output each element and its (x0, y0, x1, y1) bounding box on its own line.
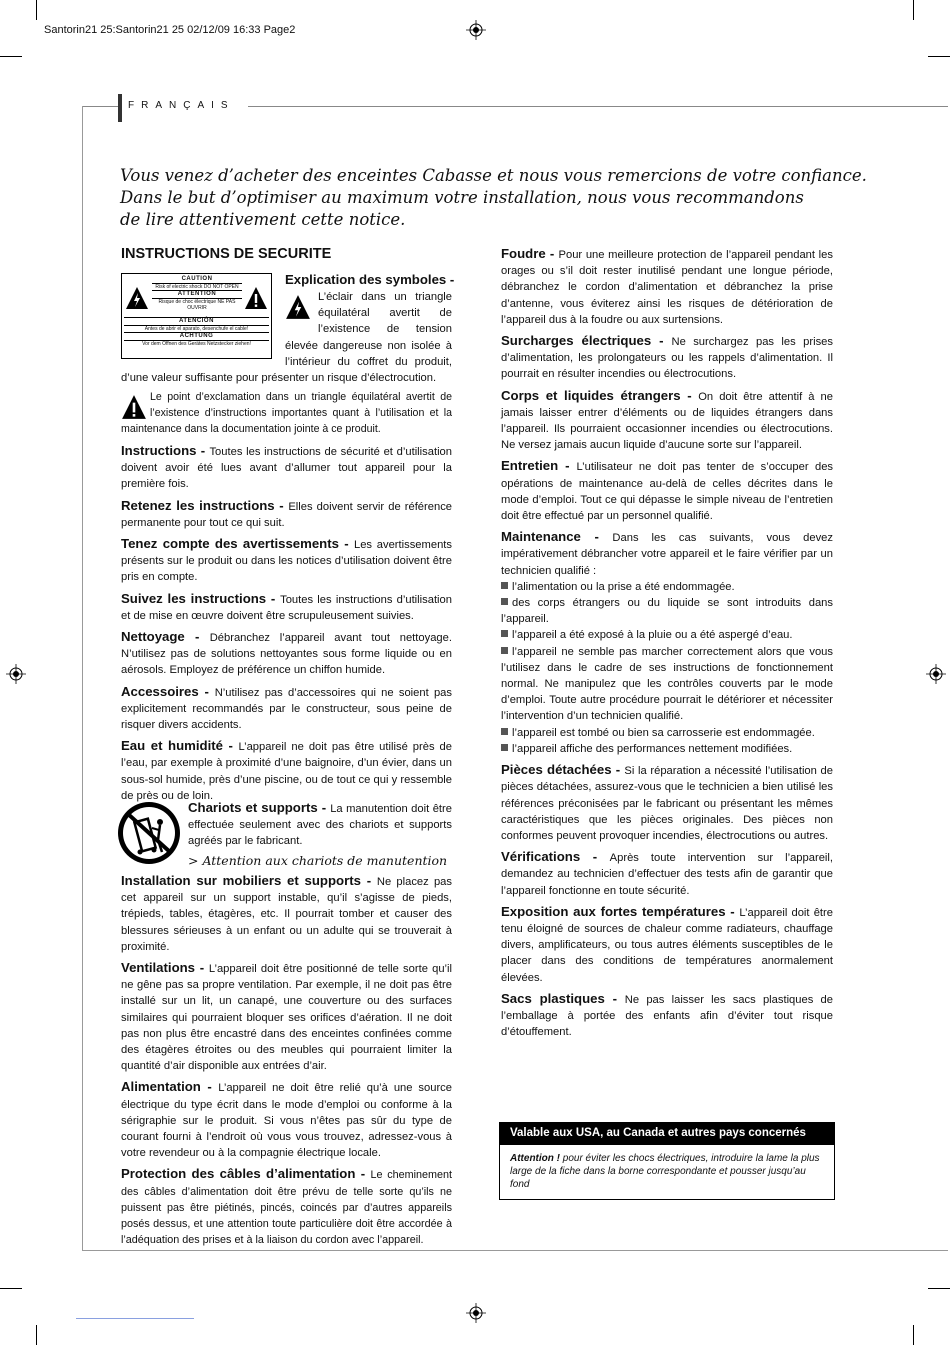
instruction-item: Alimentation - L’appareil ne doit être relié qu’à une source électrique du type écrit dans le mode d’emploi ou conforme à la sérigraphie sur le produit. Si vous n’êtes pas sûr du type de courant fourni à l’endroit où vous vous trouvez, adressez-vous à votre revendeur ou à la compagnie électrique locale. (121, 1079, 452, 1160)
section-title: INSTRUCTIONS DE SECURITE (121, 246, 332, 262)
chariots-text: La manutention doit être effectuée seulement avec des chariots et supports agréés par le fabricant. (188, 803, 452, 848)
left-margin-rule (82, 106, 83, 1251)
usa-notice-text: pour éviter les chocs électriques, introduire la lame la plus large de la fiche dans la borne correspondante et pousser jusqu’au fond (510, 1153, 820, 1190)
caution-heading: CAUTION (152, 276, 242, 284)
instruction-item: Pièces détachées - Si la réparation a nécessité l’utilisation de pièces détachées, assurez-vous que le technicien a bien utilisé les références préconisées par le fabricant ou présentant les mêmes caractéristiques que les pièces originales. Des pièces non conformes peuvent provoquer incendies, électrocutions ou autres. (501, 762, 833, 842)
intro-paragraph (120, 165, 867, 231)
square-bullet-icon (501, 647, 508, 654)
lightning-explanation: L’éclair dans un triangle équilatéral avertit de l’existence de tension élevée dangereuse non isolée à l’intérieur du coffret du produit, d’une valeur suffisante pour présenter un risque d’électrocution. (121, 291, 452, 385)
maintenance-bullet: des corps étrangers ou du liquide se sont introduits dans l’appareil. (501, 597, 833, 626)
instruction-item: Protection des câbles d’alimentation - Le cheminement des câbles d’alimentation doit être prévu de telle sorte qu’ils ne puissent pas être piétinés, pincés, coincés par d’autres appareils posés dessus, et une attention toute particulière doit être accordée à l’adéquation des prises et à la liaison du cordon avec l’appareil. (121, 1166, 453, 1247)
maintenance-bullet: l’appareil affiche des performances nettement modifiées. (501, 741, 833, 757)
atencion-heading: ATENCIÓN (124, 317, 269, 326)
instruction-item: Nettoyage - Débranchez l’appareil avant tout nettoyage. N’utilisez pas de solutions nettoyantes sous forme liquide ou en aérosols. Employez de préférence un chiffon humide. (121, 629, 452, 677)
intro-line: de lire attentivement cette notice. (120, 210, 406, 229)
left-column-bottom (121, 873, 452, 1253)
instruction-item: Sacs plastiques - Ne pas laisser les sacs plastiques de l’emballage à portée des enfants afin d’éviter tout risque d’étouffement. (501, 990, 833, 1039)
square-bullet-icon (501, 582, 508, 589)
registration-mark-icon (6, 664, 26, 684)
instruction-item: Ventilations - L’appareil doit être positionné de telle sorte qu’il ne gêne pas sa propre ventilation. Par exemple, il ne doit pas être installé sur un lit, un canapé, une couverture ou des surfaces similaires qui pourraient bloquer ses orifices d’aération. Il ne doit pas non plus être encastré dans des enceintes confinées comme des étagères étroites ou des meubles qui pourraient limiter la quantité d’air disponible aux entrées d’air. (121, 960, 452, 1073)
instruction-item: Tenez compte des avertissements - Les avertissements présents sur le produit ou dans les notices d’utilisation doivent être pris en compte. (121, 536, 452, 584)
header-rule-left (82, 106, 120, 107)
intro-line: Dans le but d’optimiser au maximum votre installation, nous vous recommandons (120, 188, 804, 207)
maintenance-item: Maintenance - Dans les cas suivants, vous devez impérativement débrancher votre appareil et le faire vérifier par un technicien qualifié : (501, 529, 833, 577)
chariots-section (188, 800, 452, 869)
attention-text: Risque de choc électrique NE PAS OUVRIR (158, 298, 236, 311)
instruction-item: Entretien - L’utilisateur ne doit pas tenter de s’occuper des opérations de maintenance au-delà de celles décrites dans le mode d’emploi. Tout ce qui dépasse le simple niveau de l’entretien doit être effectué par un personnel qualifié. (501, 458, 834, 523)
instruction-item: Retenez les instructions - Elles doivent servir de référence permanente pour tout ce qui suit. (121, 497, 453, 529)
intro-line: Vous venez d’acheter des enceintes Cabasse et nous vous remercions de votre confiance. (120, 166, 867, 185)
instruction-item: Instructions - Toutes les instructions de sécurité et d’utilisation doivent avoir été lues avant d’allumer tout appareil pour la première fois. (121, 443, 453, 491)
maintenance-bullet: l’appareil a été exposé à la pluie ou a été aspergé d’eau. (501, 627, 833, 643)
square-bullet-icon (501, 598, 508, 605)
instruction-item: Eau et humidité - L’appareil ne doit pas être utilisé près de l’eau, par exemple à proximité d’une baignoire, d’un évier, dans un sous-sol humide, près d’une piscine, ou de tout ce qui y ressemble de près ou de loin. (121, 738, 452, 802)
instruction-item: Accessoires - N’utilisez pas d’accessoires qui ne soient pas explicitement recommandés par le constructeur, sous peine de risquer divers accidents. (121, 683, 452, 732)
instruction-item: Corps et liquides étrangers - On doit être attentif à ne jamais laisser entrer d’éléments ou de liquides étrangers dans l’appareil. Ils pourraient occasionner incendies ou électrocutions. Ne versez jamais aucun liquide d’aucune sorte sur l’appareil. (501, 387, 833, 452)
chariots-note: > Attention aux chariots de manutention (188, 852, 448, 868)
atencion-text: Antes de abrir el aparato, desenchufe el cable! (144, 325, 249, 332)
usa-notice-attention: Attention ! (510, 1153, 563, 1164)
usa-notice-box (499, 1122, 835, 1200)
instruction-item: Foudre - Pour une meilleure protection de l’appareil pendant les orages ou s’il doit rester inutilisé pendant une longue période, débranchez le cordon d’alimentation et débranchez la prise d’antenne, vous éviterez ainsi les risques de détérioration de l’appareil dus à la foudre ou aux surtensions. (501, 246, 833, 326)
instruction-item: Vérifications - Après toute intervention sur l’appareil, demandez au technicien d’effectuer des tests afin de garantir que l’appareil fonctionne en toute sécurité. (501, 849, 834, 897)
achtung-text: Vor dem Öffnen des Gerätes Netzstecker ziehen! (142, 340, 251, 347)
chariots-heading: Chariots et supports - (188, 800, 331, 815)
right-column (501, 246, 833, 1045)
usa-notice-body (500, 1145, 834, 1198)
usa-notice-title: Valable aux USA, au Canada et autres pays concernés (500, 1123, 834, 1145)
symbols-title: Explication des symboles - (285, 272, 455, 287)
instruction-item: Surcharges électriques - Ne surchargez pas les prises d’alimentation, les prolongateurs ou les rappels d’alimentation. Il pourrait en résulter incendies ou électrocutions. (501, 333, 833, 381)
instruction-item: Suivez les instructions - Toutes les instructions d’utilisation et de mise en œuvre doivent être scrupuleusement suivies. (121, 590, 452, 622)
square-bullet-icon (501, 630, 508, 637)
maintenance-bullet: l’appareil est tombé ou bien sa carrosserie est endommagée. (501, 725, 833, 741)
cart-tip-over-warning-icon (116, 800, 182, 866)
square-bullet-icon (501, 744, 508, 751)
registration-mark-icon (466, 20, 486, 40)
registration-mark-icon (926, 664, 946, 684)
instruction-item: Installation sur mobiliers et supports - Ne placez pas cet appareil sur un support instable, qu’il s’agisse de pieds, trépieds, tables, étagères, etc. Il pourrait tomber et causer des blessures sérieuses à un enfant ou un adulte qui se trouverait à proximité. (121, 873, 452, 953)
header-rule-right (248, 106, 948, 107)
maintenance-bullet: l’alimentation ou la prise a été endommagée. (501, 579, 833, 595)
footer-link-line (76, 1318, 194, 1319)
achtung-heading: ACHTUNG (124, 332, 269, 341)
instruction-item: Exposition aux fortes températures - L’appareil doit être tenu éloigné de sources de chaleur comme radiateurs, chauffage divers, amplificateurs, ou tous autres éléments susceptibles de le placer dans des conditions de températures anormalement élevées. (501, 903, 833, 984)
caution-text: Risk of electric shock DO NOT OPEN (155, 283, 239, 290)
exclamation-explanation: Le point d’exclamation dans un triangle équilatéral avertit de l’existence d’instructions importantes quant à l’utilisation et la maintenance dans la documentation jointe à ce produit. (121, 391, 452, 435)
print-slug: Santorin21 25:Santorin21 25 02/12/09 16:33 Page2 (44, 24, 296, 36)
language-label: FRANÇAIS (128, 100, 235, 111)
square-bullet-icon (501, 728, 508, 735)
registration-mark-icon (466, 1303, 486, 1323)
attention-heading: ATTENTION (152, 290, 242, 299)
header-bar (118, 94, 122, 122)
left-column-top (121, 443, 452, 809)
maintenance-bullet: l’appareil ne semble pas marcher correctement alors que vous l’utilisez dans le cadre de ses instructions de fonctionnement normal. Ne manipulez que les contrôles couverts par le mode d’emploi. Toute autre procédure pourrait le détériorer et nécessiter l’intervention d’un technicien qualifié. (501, 645, 833, 723)
